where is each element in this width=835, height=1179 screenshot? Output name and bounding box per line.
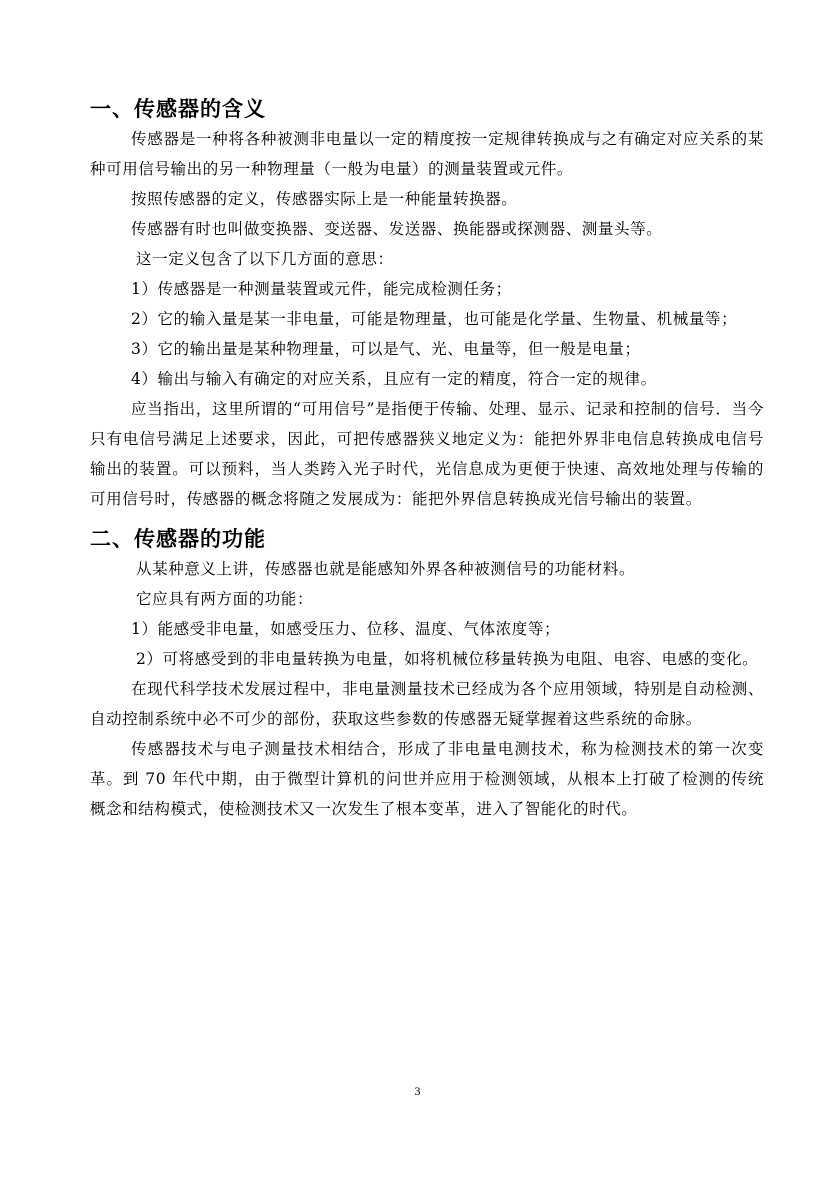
list-item-4: 4）输出与输入有确定的对应关系，且应有一定的精度，符合一定的规律。 (131, 370, 657, 388)
paragraph-definition: 传感器是一种将各种被测非电量以一定的精度按一定规律转换成与之有确定对应关系的某种可用信号输出的另一种物理量（一般为电量）的测量装置或元件。 (90, 130, 764, 178)
list-item-1: 1）传感器是一种测量装置或元件，能完成检测任务； (131, 280, 512, 298)
paragraph-development: 传感器技术与电子测量技术相结合，形成了非电量电测技术，称为检测技术的第一次变革。到 70 年代中期，由于微型计算机的问世并应用于检测领域，从根本上打破了检测的传统概念和结构模式，使检测技术又一次发生了根本变革，进入了智能化的时代。 (90, 740, 764, 818)
section-heading-meaning: 一、传感器的含义 (90, 97, 266, 121)
paragraph-usable-signal: 应当指出，这里所谓的“可用信号”是指便于传输、处理、显示、记录和控制的信号．当今只有电信号满足上述要求，因此，可把传感器狭义地定义为：能把外界非电信息转换成电信号输出的装置。可以预料，当人类跨入光子时代，光信息成为更便于快速、高效地处理与传输的可用信号时，传感器的概念将随之发展成为：能把外界信息转换成光信号输出的装置。 (90, 400, 764, 508)
paragraph-two-functions: 它应具有两方面的功能： (136, 590, 314, 608)
paragraph-other-names: 传感器有时也叫做变换器、变送器、发送器、换能器或探测器、测量头等。 (131, 220, 663, 238)
function-item-2: 2）可将感受到的非电量转换为电量，如将机械位移量转换为电阻、电容、电感的变化。 (136, 650, 759, 668)
paragraph-energy-converter: 按照传感器的定义，传感器实际上是一种能量转换器。 (131, 190, 518, 208)
paragraph-modern-tech: 在现代科学技术发展过程中，非电量测量技术已经成为各个应用领域，特别是自动检测、自动控制系统中必不可少的部份，获取这些参数的传感器无疑掌握着这些系统的命脉。 (90, 680, 764, 728)
list-item-2: 2）它的输入量是某一非电量，可能是物理量，也可能是化学量、生物量、机械量等； (131, 310, 738, 328)
section-heading-function: 二、传感器的功能 (90, 527, 266, 551)
paragraph-definition-intro: 这一定义包含了以下几方面的意思： (136, 250, 394, 268)
page-number: 3 (414, 1084, 421, 1098)
function-item-1: 1）能感受非电量，如感受压力、位移、温度、气体浓度等； (131, 620, 561, 638)
page-content (90, 94, 764, 824)
paragraph-functional-material: 从某种意义上讲，传感器也就是能感知外界各种被测信号的功能材料。 (136, 560, 636, 578)
list-item-3: 3）它的输出量是某种物理量，可以是气、光、电量等，但一般是电量； (131, 340, 641, 358)
